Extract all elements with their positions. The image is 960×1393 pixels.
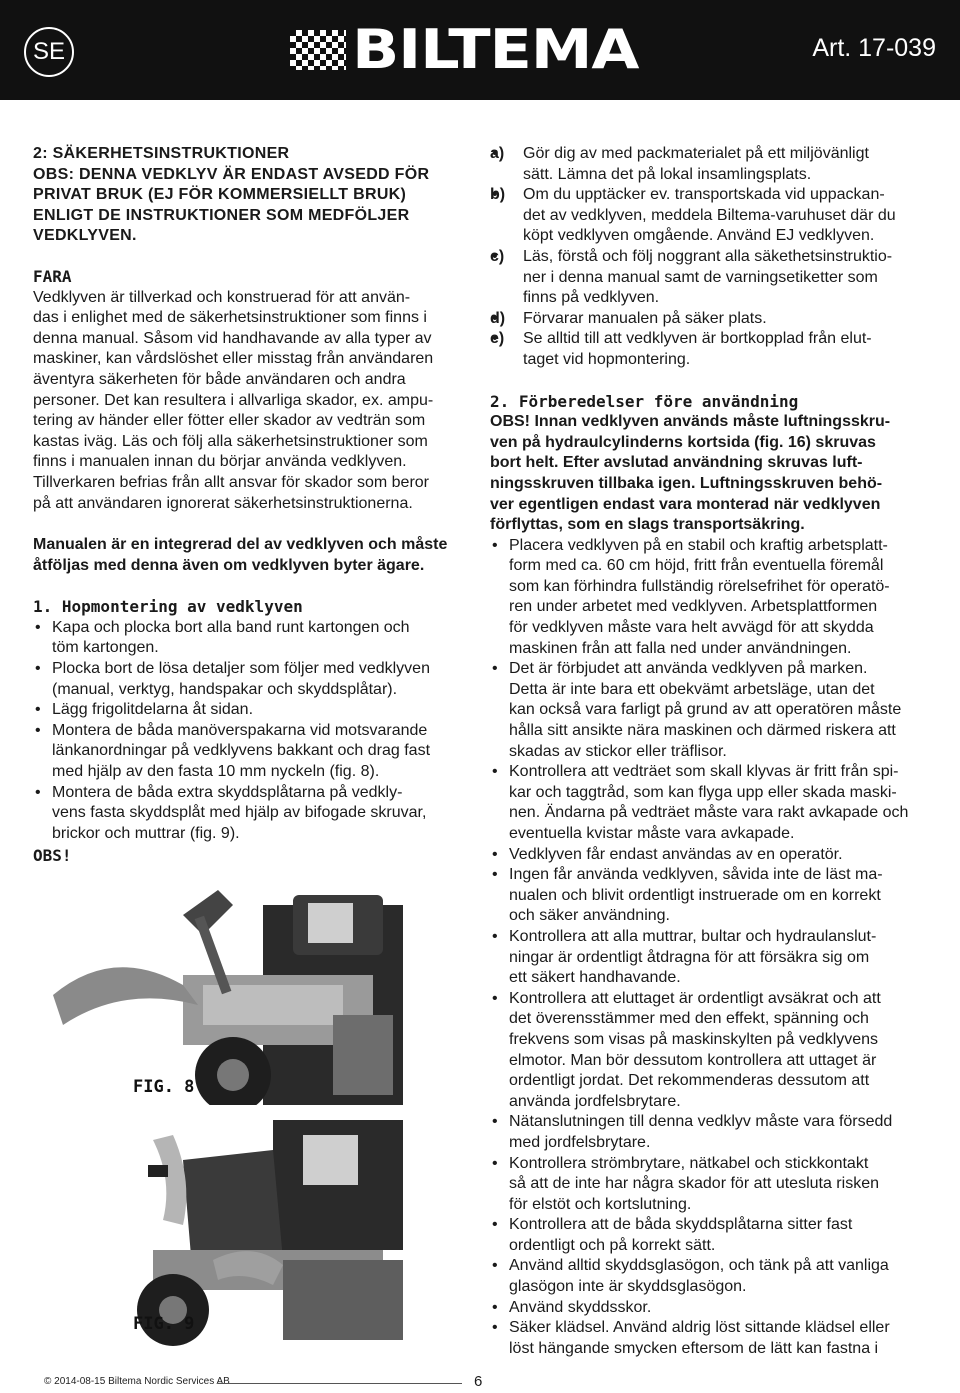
- language-badge: SE: [24, 27, 74, 77]
- list-item: • Nätanslutningen till denna vedklyv måste vara försedd med jordfelsbrytare.: [490, 1112, 930, 1153]
- list-item: • e) Se alltid till att vedklyven är bortkopplad från elut- taget vid hopmontering.: [490, 329, 930, 370]
- left-column: [33, 144, 463, 867]
- list-item: • Kontrollera att alla muttrar, bultar och hydraulanslut- ningar är ordentligt åtdragna för att försäkra sig om ett säkert handhavande.: [490, 927, 930, 989]
- figure-8-label: FIG. 8: [133, 1077, 195, 1097]
- list-item: • Kontrollera att eluttaget är ordentligt avsäkrat och att det överensstämmer med den effekt, spänning och frekvens som visas på maskinskylten på vedklyvens elmotor. Man bör dessutom kontrollera att uttaget är ordentligt jordat. Det rekommenderas dessutom att använda jordfelsbrytare.: [490, 989, 930, 1113]
- list-item: • Montera de båda extra skyddsplåtarna på vedkly- vens fasta skyddsplåt med hjälp av bifogade skruvar, brickor och muttrar (fig. 9).: [33, 783, 463, 845]
- prep-obs-notice: OBS! Innan vedklyven används måste luftningsskru- ven på hydraulcylinderns kortsida (fig. 16) skruvas bort helt. Efter avslutad användning skruvas luft- ningsskruven tillbaka igen. Luftningsskruven behö- ver egentligen endast vara monterad när vedklyven förflyttas, som en slags transportsäkring.: [490, 413, 891, 534]
- figure-9-label: FIG. 9: [133, 1314, 195, 1334]
- list-item: • Montera de båda manöverspakarna vid motsvarande länkanordningar på vedklyvens bakkant och drag fast med hjälp av den fasta 10 mm nyckeln (fig. 8).: [33, 721, 463, 783]
- assembly-list: [33, 618, 463, 845]
- fara-paragraph: Vedklyven är tillverkad och konstruerad för att använ- das i enlighet med de säkerhetsinstruktioner som finns i denna manual. Såsom vid handhavande av alla typer av maskiner, kan vårdslöshet eller misstag från användaren äventyra säkerheten för både användaren och andra personer. Det kan resultera i allvarliga skador, ex. ampu- tering av händer eller fötter eller skador av vedträn som kastas iväg. Läs och följ alla säkerhetsinstruktioner som finns i manualen innan du börjar använda vedklyven. Tillverkaren befrias från allt ansvar för skador som beror på att användaren ignorerat säkerhetsinstruktionerna.: [33, 288, 434, 512]
- safety-list: [490, 536, 930, 1360]
- list-item: • Kontrollera att de båda skyddsplåtarna sitter fast ordentligt och på korrekt sätt.: [490, 1215, 930, 1256]
- list-item: • Placera vedklyven på en stabil och kraftig arbetsplatt- form med ca. 60 cm höjd, fritt från eventuella föremål som kan förhindra fullständig rörelsefrihet för operatö- ren under arbetet med vedklyven. Arbetsplattformen för vedklyven måste vara helt avvägd för att skydda maskinen från att falla ned under användningen.: [490, 536, 930, 660]
- list-item: • Plocka bort de lösa detaljer som följer med vedklyven (manual, verktyg, handspakar och skyddsplåtar).: [33, 659, 463, 700]
- list-item: • Det är förbjudet att använda vedklyven på marken. Detta är inte bara ett obekvämt arbetsläge, utan det kan också vara farligt på grund av att operatören måste hålla sitt ansikte nära maskinen och därmed riskera att skadas av stickor eller träflisor.: [490, 659, 930, 762]
- biltema-logo: [290, 18, 680, 81]
- list-item: • Använd alltid skyddsglasögon, och tänk på att vanliga glasögon inte är skyddsglasögon.: [490, 1256, 930, 1297]
- list-item: • Kapa och plocka bort alla band runt kartongen och töm kartongen.: [33, 618, 463, 659]
- checkered-flag-icon: [290, 30, 346, 70]
- right-column: [490, 144, 930, 1359]
- obs-label: OBS!: [33, 846, 72, 866]
- prep-heading: 2. Förberedelser före användning: [490, 391, 799, 411]
- list-item: • Säker klädsel. Använd aldrig löst sittande klädsel eller löst hängande smycken eftersom de lätt kan fastna i: [490, 1318, 930, 1359]
- list-item: • a) Gör dig av med packmaterialet på ett miljövänligt sätt. Lämna det på lokal insamlingsplats.: [490, 144, 930, 185]
- list-item: • Kontrollera att vedträet som skall klyvas är fritt från spi- kar och taggtråd, som kan flyga upp eller skada maski- nen. Ändarna på vedträet måste vara rakt avkapade och eventuella kvistar måste vara avkapade.: [490, 762, 930, 844]
- lettered-list: [490, 144, 930, 371]
- list-item: • Lägg frigolitdelarna åt sidan.: [33, 700, 463, 721]
- brand-name: BILTEMA: [352, 18, 639, 81]
- figure-8-photo: [33, 875, 463, 1105]
- section-title: 2: SÄKERHETSINSTRUKTIONER OBS: DENNA VEDKLYV ÄR ENDAST AVSEDD FÖR PRIVAT BRUK (EJ FÖR KOMMERSIELLT BRUK) ENLIGT DE INSTRUKTIONER SOM MEDFÖLJER VEDKLYVEN.: [33, 145, 430, 245]
- page-number: 6: [474, 1373, 483, 1390]
- header-bar: [0, 0, 960, 100]
- footer-divider: [218, 1383, 462, 1384]
- list-item: • d) Förvarar manualen på säker plats.: [490, 309, 930, 330]
- list-item: • Vedklyven får endast användas av en operatör.: [490, 845, 930, 866]
- copyright-text: © 2014-08-15 Biltema Nordic Services AB: [44, 1376, 230, 1387]
- manual-notice: Manualen är en integrerad del av vedklyven och måste åtföljas med denna även om vedklyven byter ägare.: [33, 536, 448, 574]
- list-item: • b) Om du upptäcker ev. transportskada vid uppackan- det av vedklyven, meddela Biltema-varuhuset där du köpt vedklyven omgående. Använd EJ vedklyven.: [490, 185, 930, 247]
- fara-heading: FARA: [33, 266, 72, 286]
- article-number: Art. 17-039: [812, 34, 936, 62]
- list-item: • Ingen får använda vedklyven, såvida inte de läst ma- nualen och blivit ordentligt instruerade om en korrekt och säker användning.: [490, 865, 930, 927]
- assembly-heading: 1. Hopmontering av vedklyven: [33, 597, 303, 617]
- list-item: • Kontrollera strömbrytare, nätkabel och stickkontakt så att de inte har några skador för att utesluta risken för elstöt och kortslutning.: [490, 1154, 930, 1216]
- list-item: • c) Läs, förstå och följ noggrant alla säkethetsinstruktio- ner i denna manual samt de varningsetiketter som finns på vedklyven.: [490, 247, 930, 309]
- figure-9-photo: [33, 1110, 463, 1348]
- list-item: • Använd skyddsskor.: [490, 1298, 930, 1319]
